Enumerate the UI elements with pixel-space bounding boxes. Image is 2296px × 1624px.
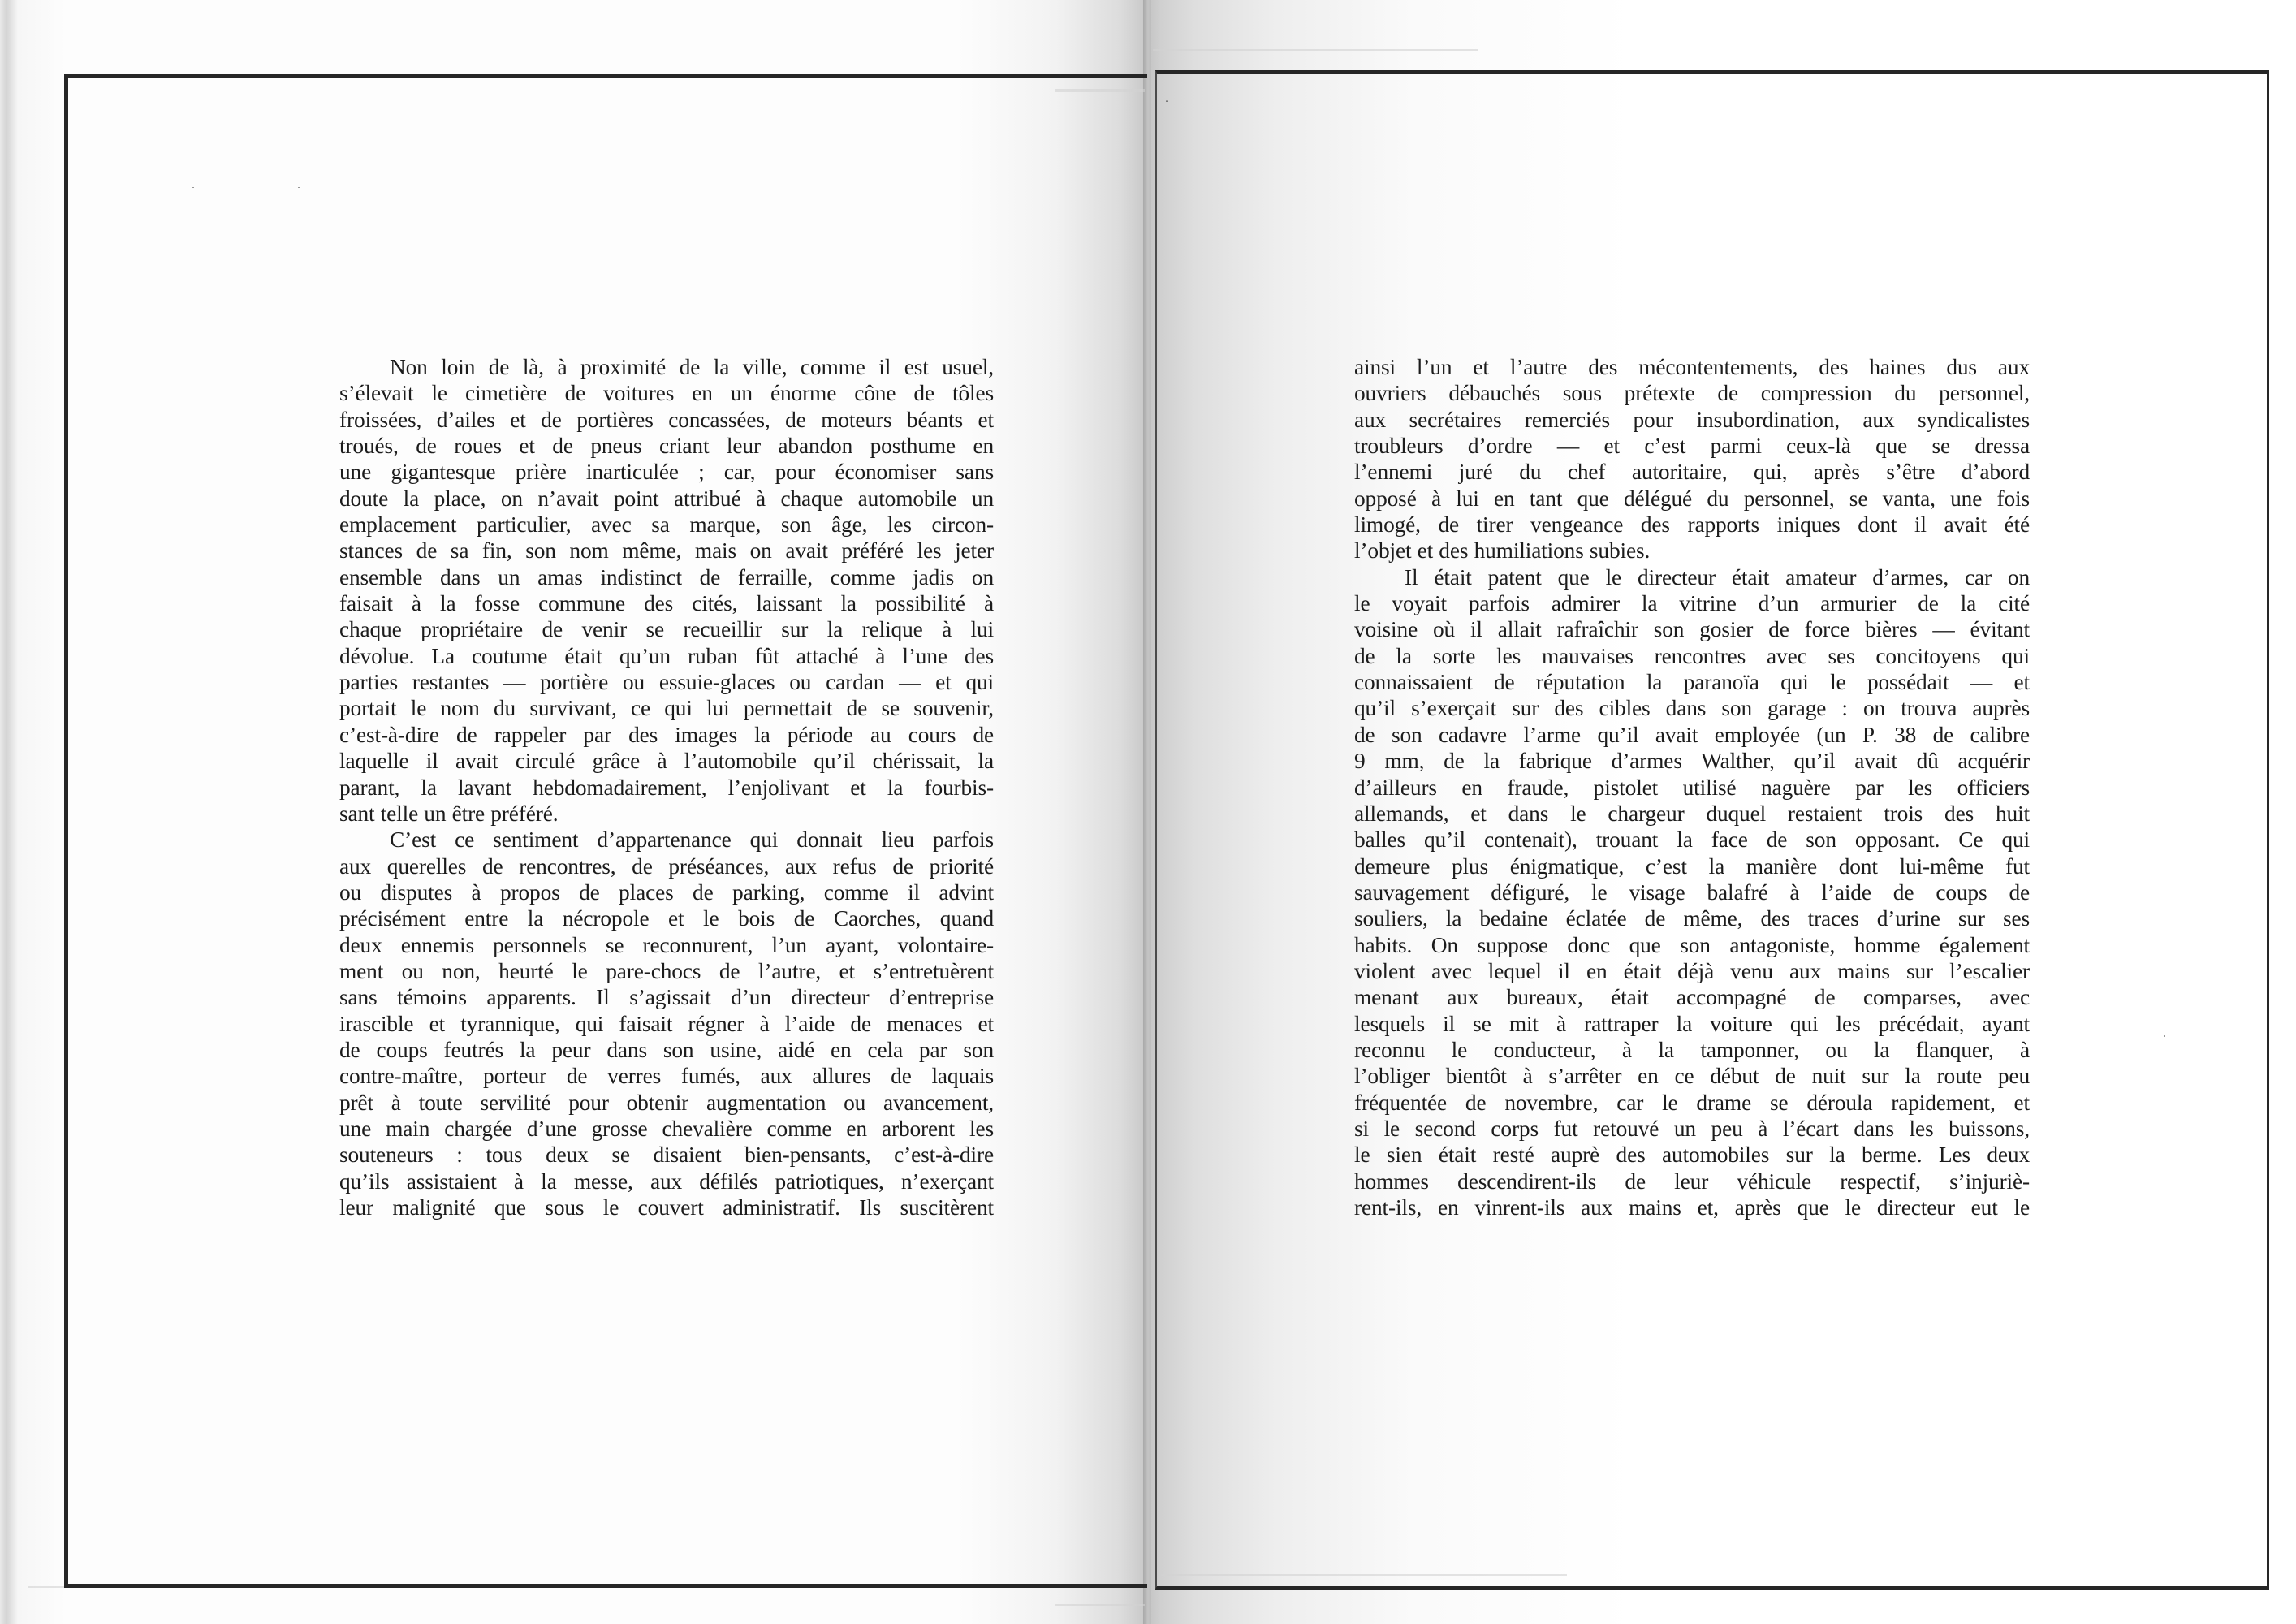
right-page-text-block	[1354, 354, 2030, 1220]
text-line: faisait à la fosse commune des cités, laissant la possibilité à	[339, 591, 994, 616]
text-line: troués, de roues et de pneus criant leur abandon posthume en	[339, 434, 994, 459]
text-line: troubleurs d’ordre — et c’est parmi ceux-là que se dressa	[1354, 434, 2030, 459]
paragraph	[1354, 564, 2030, 1221]
text-line: deux ennemis personnels se reconnurent, l’un ayant, volontaire-	[339, 932, 994, 957]
text-line: sans témoins apparents. Il s’agissait d’un directeur d’entreprise	[339, 985, 994, 1010]
text-line: Il était patent que le directeur était amateur d’armes, car on	[1405, 564, 2030, 590]
text-line: rent-ils, en vinrent-ils aux mains et, après que le directeur eut le	[1354, 1195, 2030, 1220]
text-line: violent avec lequel il en était déjà venu aux mains sur l’escalier	[1354, 958, 2030, 983]
text-line: leur malignité que sous le couvert administratif. Ils suscitèrent	[339, 1195, 994, 1220]
text-line: doute la place, on n’avait point attribué à chaque automobile un	[339, 486, 994, 511]
text-line: laquelle il avait circulé grâce à l’automobile qu’il chérissait, la	[339, 749, 994, 774]
text-line: hommes descendirent-ils de leur véhicule respectif, s’injuriè-	[1354, 1168, 2030, 1194]
text-line: froissées, d’ailes et de portières concassées, de moteurs béants et	[339, 407, 994, 432]
text-line: menant aux bureaux, était accompagné de comparses, avec	[1354, 985, 2030, 1010]
text-line: souteneurs : tous deux se disaient bien-pensants, c’est-à-dire	[339, 1142, 994, 1168]
text-line: qu’ils assistaient à la messe, aux défilés patriotiques, n’exerçant	[339, 1168, 994, 1194]
text-line: ainsi l’un et l’autre des mécontentements, des haines dus aux	[1354, 355, 2030, 379]
text-line: fréquentée de novembre, car le drame se déroula rapidement, et	[1354, 1090, 2030, 1115]
text-line: ou disputes à propos de places de parking, comme il advint	[339, 879, 994, 905]
show-through-line	[28, 1586, 65, 1588]
text-line: limogé, de tirer vengeance des rapports iniques dont il avait été	[1354, 512, 2030, 538]
paper-speck	[298, 187, 300, 188]
show-through-line	[1153, 49, 1478, 51]
text-line: chaque propriétaire de venir se recueillir sur la relique à lui	[339, 617, 994, 642]
text-line: s’élevait le cimetière de voitures en un énorme cône de tôles	[339, 381, 994, 406]
text-line: portait le nom du survivant, ce qui lui permettait de se souvenir,	[339, 696, 994, 721]
text-line: c’est-à-dire de rappeler par des images la période au cours de	[339, 722, 994, 747]
paragraph	[1354, 354, 2030, 564]
text-line: une gigantesque prière inarticulée ; car, pour économiser sans	[339, 460, 994, 485]
paper-speck	[192, 187, 194, 188]
text-line: Non loin de là, à proximité de la ville, comme il est usuel,	[390, 355, 994, 379]
text-line: l’ennemi juré du chef autoritaire, qui, après s’être d’abord	[1354, 460, 2030, 485]
left-page-text-block	[339, 354, 994, 1220]
text-line: aux querelles de rencontres, de préséances, aux refus de priorité	[339, 853, 994, 879]
text-line: qu’il s’exerçait sur des cibles dans son garage : on trouva auprès	[1354, 696, 2030, 721]
text-line: irascible et tyrannique, qui faisait régner à l’aide de menaces et	[339, 1011, 994, 1036]
text-line: sant telle un être préféré.	[339, 801, 559, 826]
text-line: ensemble dans un amas indistinct de ferraille, comme jadis on	[339, 564, 994, 590]
text-line: ouvriers débauchés sous prétexte de compression du personnel,	[1354, 381, 2030, 406]
text-line: de son cadavre l’arme qu’il avait employée (un P. 38 de calibre	[1354, 722, 2030, 747]
text-line: souliers, la bedaine éclatée de même, des traces d’urine sur ses	[1354, 906, 2030, 931]
text-line: de la sorte les mauvaises rencontres avec ses concitoyens qui	[1354, 643, 2030, 668]
text-line: balles qu’il contenait), trouant la face de son opposant. Ce qui	[1354, 827, 2030, 853]
text-line: demeure plus énigmatique, c’est la manière dont lui-même fut	[1354, 853, 2030, 879]
paragraph	[339, 827, 994, 1220]
text-line: parant, la lavant hebdomadairement, l’enjolivant et la fourbis-	[339, 775, 994, 800]
text-line: C’est ce sentiment d’appartenance qui donnait lieu parfois	[390, 827, 994, 853]
text-line: prêt à toute servilité pour obtenir augmentation ou avancement,	[339, 1090, 994, 1115]
text-line: connaissaient de réputation la paranoïa qui le possédait — et	[1354, 670, 2030, 695]
text-line: le sien était resté auprè des automobiles sur la berme. Les deux	[1354, 1142, 2030, 1168]
paper-speck	[2164, 1035, 2165, 1037]
text-line: reconnu le conducteur, à la tamponner, ou la flanquer, à	[1354, 1037, 2030, 1062]
text-line: stances de sa fin, son nom même, mais on avait préféré les jeter	[339, 538, 994, 564]
text-line: emplacement particulier, avec sa marque, son âge, les circon-	[339, 512, 994, 538]
text-line: si le second corps fut retouvé un peu à l’écart dans les buissons,	[1354, 1116, 2030, 1141]
text-line: 9 mm, de la fabrique d’armes Walther, qu’il avait dû acquérir	[1354, 749, 2030, 774]
text-line: voisine où il allait rafraîchir son gosier de force bières — évitant	[1354, 617, 2030, 642]
show-through-line	[1055, 1604, 1145, 1606]
text-line: précisément entre la nécropole et le bois de Caorches, quand	[339, 906, 994, 931]
paragraph	[339, 354, 994, 827]
text-line: l’objet et des humiliations subies.	[1354, 538, 1651, 564]
text-line: d’ailleurs en fraude, pistolet utilisé naguère par les officiers	[1354, 775, 2030, 800]
text-line: lesquels il se mit à rattraper la voiture qui les précédait, ayant	[1354, 1011, 2030, 1036]
text-line: de coups feutrés la peur dans son usine, aidé en cela par son	[339, 1037, 994, 1062]
text-line: contre-maître, porteur de verres fumés, aux allures de laquais	[339, 1064, 994, 1089]
text-line: l’obliger bientôt à s’arrêter en ce début de nuit sur la route peu	[1354, 1064, 2030, 1089]
text-line: opposé à lui en tant que délégué du personnel, se vanta, une fois	[1354, 486, 2030, 511]
text-line: une main chargée d’une grosse chevalière comme en arborent les	[339, 1116, 994, 1141]
text-line: le voyait parfois admirer la vitrine d’un armurier de la cité	[1354, 591, 2030, 616]
text-line: dévolue. La coutume était qu’un ruban fût attaché à l’une des	[339, 643, 994, 668]
text-line: habits. On suppose donc que son antagoniste, homme également	[1354, 932, 2030, 957]
text-line: parties restantes — portière ou essuie-glaces ou cardan — et qui	[339, 670, 994, 695]
text-line: allemands, et dans le chargeur duquel restaient trois des huit	[1354, 801, 2030, 826]
text-line: sauvagement défiguré, le visage balafré à l’aide de coups de	[1354, 879, 2030, 905]
text-line: aux secrétaires remerciés pour insubordination, aux syndicalistes	[1354, 407, 2030, 432]
text-line: ment ou non, heurté le pare-chocs de l’autre, et s’entretuèrent	[339, 958, 994, 983]
paper-speck	[1166, 100, 1168, 102]
